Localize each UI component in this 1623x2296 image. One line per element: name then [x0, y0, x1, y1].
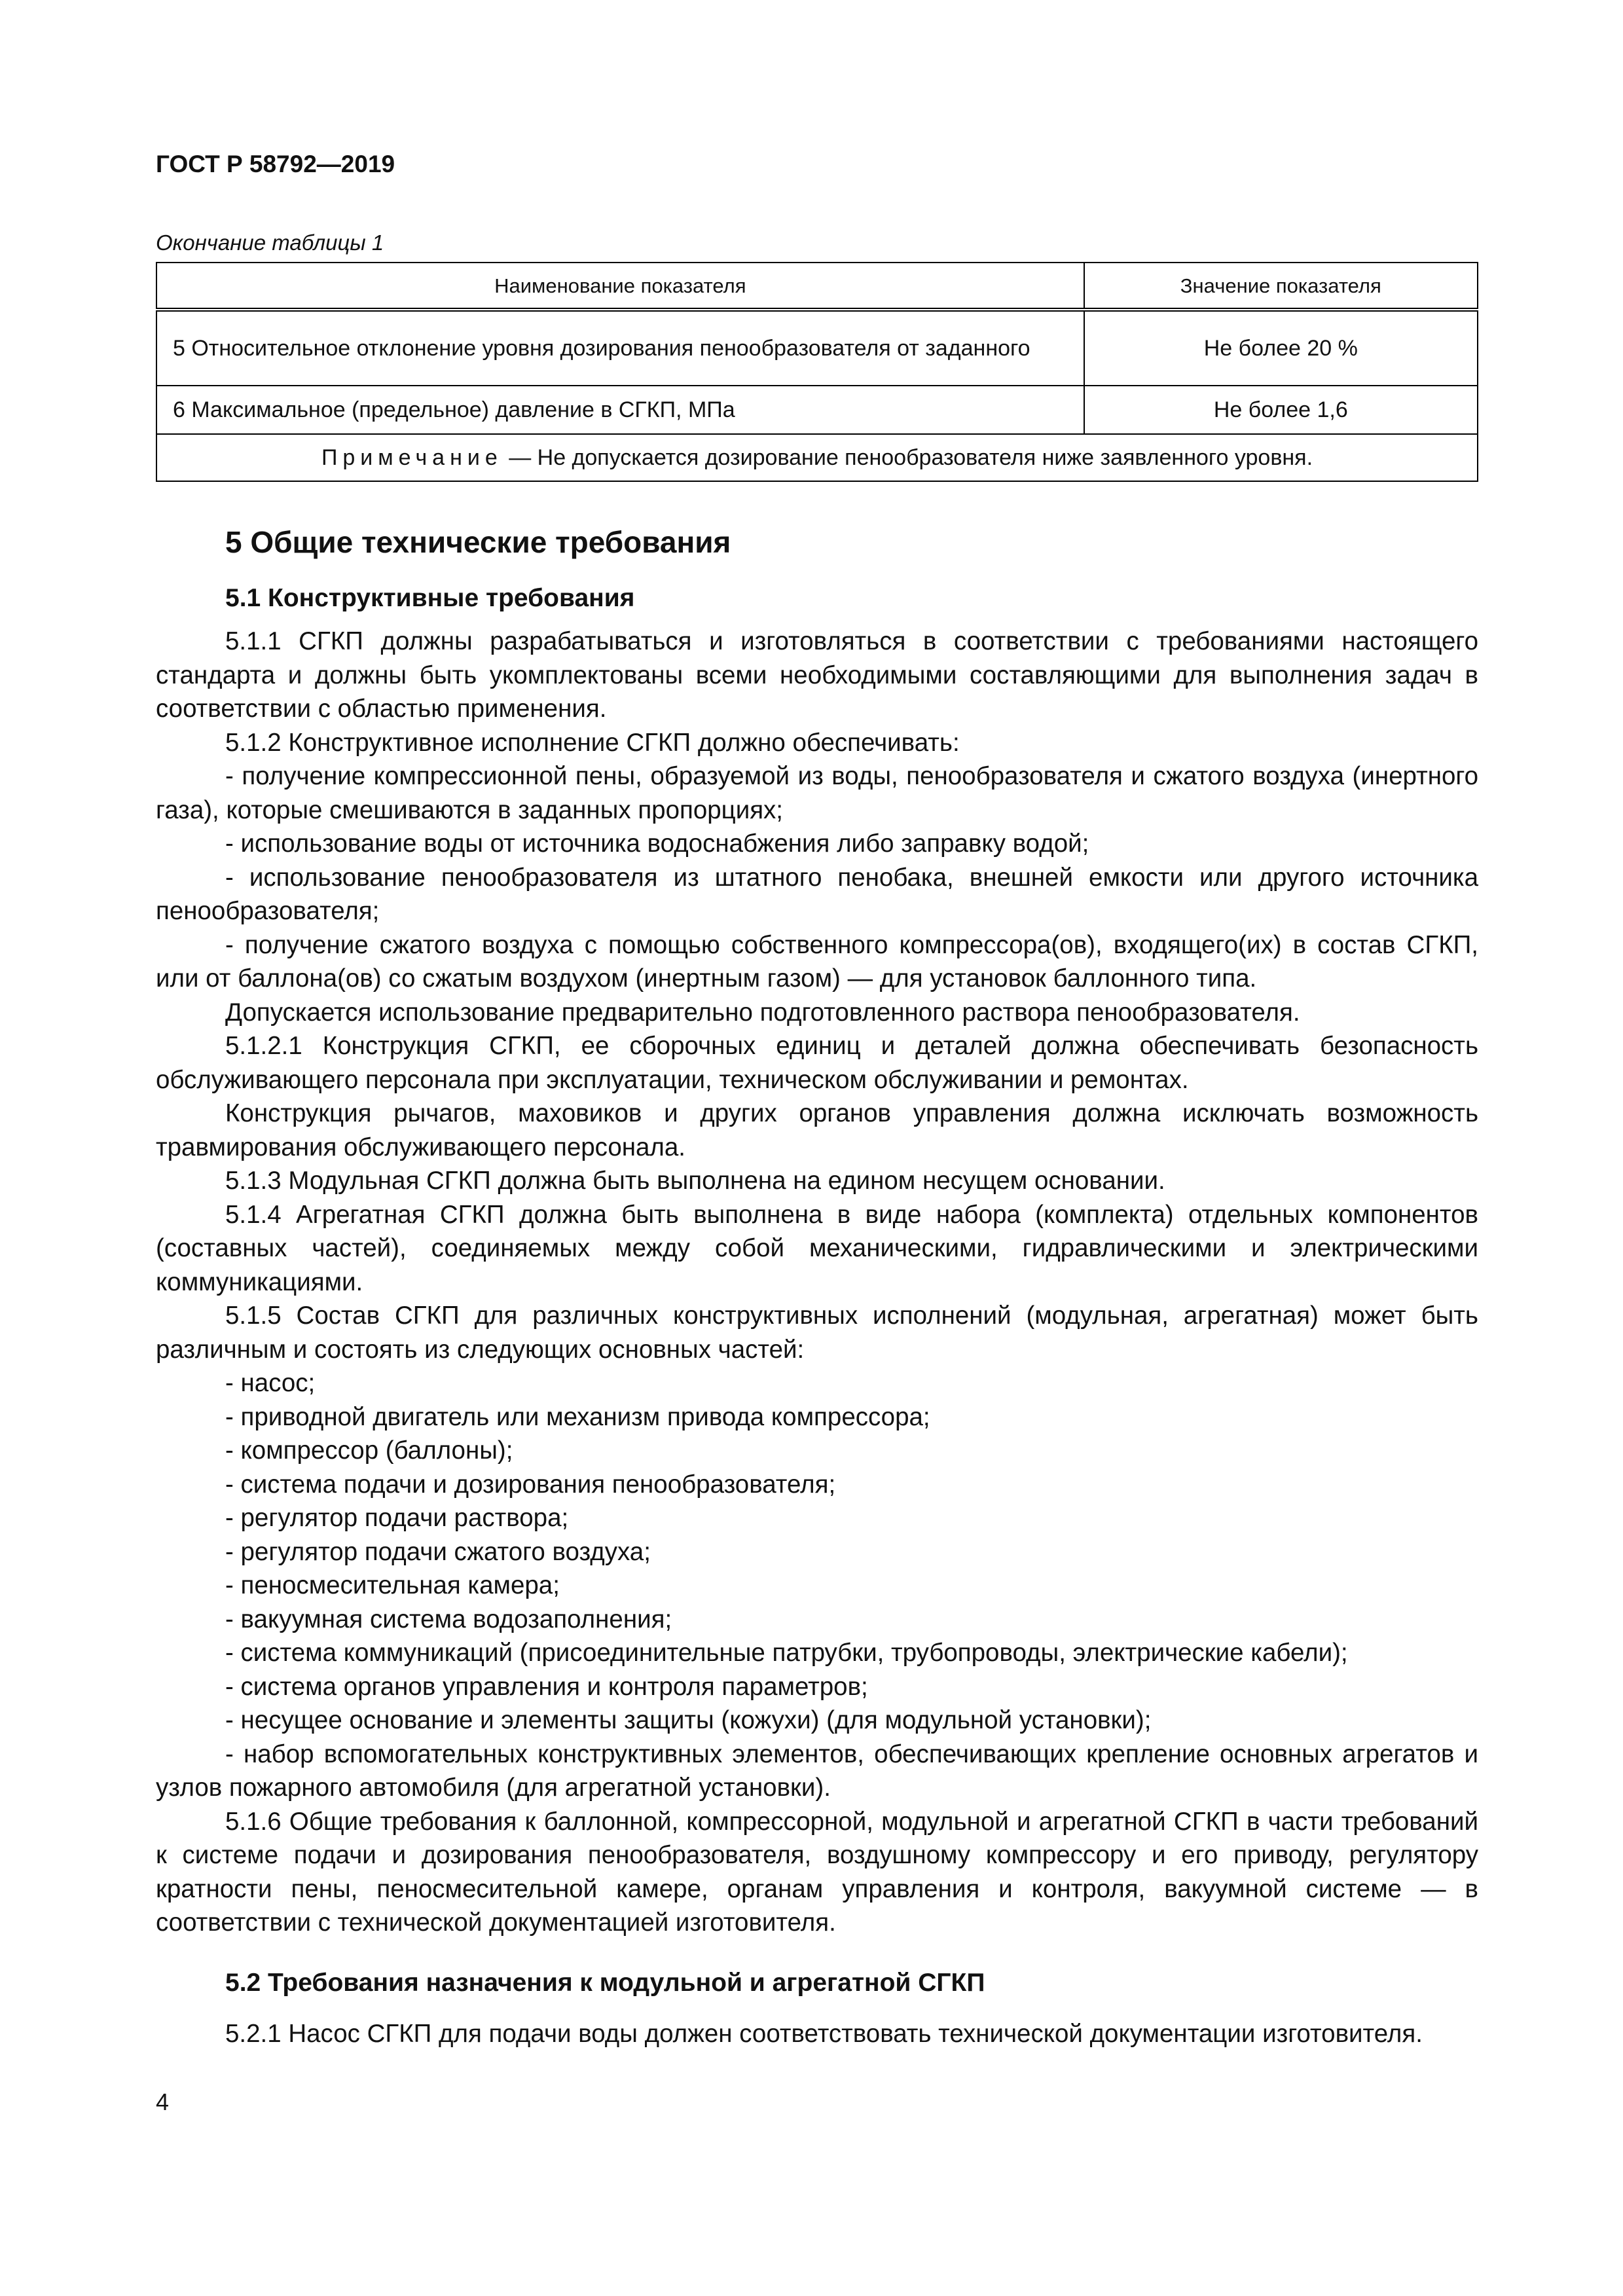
- list-item: - система подачи и дозирования пенообразователя;: [225, 1470, 836, 1499]
- note-label: Примечание: [321, 445, 503, 470]
- table-note-row: [156, 434, 1478, 481]
- list-item: - получение сжатого воздуха с помощью собственного компрессора(ов), входящего(их) в состав СГКП, или от баллона(ов) со сжатым воздухом (инертным газом) — для установок баллонного типа.: [156, 930, 1478, 993]
- list-item: - система органов управления и контроля параметров;: [225, 1672, 868, 1701]
- list-item: - вакуумная система водозаполнения;: [225, 1605, 672, 1633]
- table-caption: Окончание таблицы 1: [156, 230, 384, 255]
- row-value-cell: Не более 1,6: [1084, 386, 1478, 434]
- page-number: 4: [156, 2088, 170, 2115]
- paragraph-5-1-6: 5.1.6 Общие требования к баллонной, компрессорной, модульной и агрегатной СГКП в части требований к системе подачи и дозирования пенообразователя, воздушному компрессору и его приводу, регулятору кратности пены, пеносмесительной камере, органам управления и контроля, вакуумной системе — в соответствии с технической документацией изготовителя.: [156, 1807, 1478, 1937]
- paragraph-5-2-1: 5.2.1 Насос СГКП для подачи воды должен соответствовать технической документации изготовителя.: [225, 2019, 1423, 2048]
- document-page: [156, 131, 1478, 2050]
- list-item: - набор вспомогательных конструктивных элементов, обеспечивающих крепление основных агрегатов и узлов пожарного автомобиля (для агрегатной установки).: [156, 1740, 1478, 1802]
- subsection-title: 5.1 Конструктивные требования: [225, 584, 635, 612]
- list-item: - приводной двигатель или механизм привода компрессора;: [225, 1402, 930, 1431]
- paragraph-levers: Конструкция рычагов, маховиков и других органов управления должна исключать возможность травмирования обслуживающего персонала.: [156, 1099, 1478, 1161]
- paragraph-5-1-2-1: 5.1.2.1 Конструкция СГКП, ее сборочных единиц и деталей должна обеспечивать безопасность обслуживающего персонала при эксплуатации, техническом обслуживании и ремонтах.: [156, 1032, 1478, 1094]
- list-item: - несущее основание и элементы защиты (кожухи) (для модульной установки);: [225, 1706, 1152, 1734]
- section-title: 5 Общие технические требования: [225, 525, 731, 559]
- row-value-cell: Не более 20 %: [1084, 310, 1478, 386]
- document-header: ГОСТ Р 58792—2019: [156, 151, 395, 177]
- indicators-table: [156, 262, 1478, 482]
- paragraph-5-1-1: 5.1.1 СГКП должны разрабатываться и изготовляться в соответствии с требованиями настоящего стандарта и должны быть укомплектованы всеми необходимыми составляющими для выполнения задач в соответствии с областью применения.: [156, 627, 1478, 723]
- list-item: - использование пенообразователя из штатного пенобака, внешней емкости или другого источника пенообразователя;: [156, 863, 1478, 925]
- note-text: — Не допускается дозирование пенообразователя ниже заявленного уровня.: [502, 445, 1313, 470]
- table-note: [156, 434, 1478, 481]
- row-name-cell: 6 Максимальное (предельное) давление в СГКП, МПа: [156, 386, 1084, 434]
- paragraph-5-1-2: 5.1.2 Конструктивное исполнение СГКП должно обеспечивать:: [225, 728, 960, 757]
- list-item: - получение компрессионной пены, образуемой из воды, пенообразователя и сжатого воздуха (инертного газа), которые смешиваются в заданных пропорциях;: [156, 762, 1478, 824]
- paragraph-5-1-4: 5.1.4 Агрегатная СГКП должна быть выполнена в виде набора (комплекта) отдельных компонентов (составных частей), соединяемых между собой механическими, гидравлическими и электрическими коммуникациями.: [156, 1200, 1478, 1296]
- list-item: - пеносмесительная камера;: [225, 1571, 560, 1599]
- column-header-value: Значение показателя: [1084, 263, 1478, 310]
- table-header-row: [156, 263, 1478, 310]
- paragraph-5-1-5: 5.1.5 Состав СГКП для различных конструктивных исполнений (модульная, агрегатная) может быть различным и состоять из следующих основных частей:: [156, 1302, 1478, 1364]
- list-item: - компрессор (баллоны);: [225, 1436, 513, 1465]
- table-row: [156, 386, 1478, 434]
- paragraph-5-1-3: 5.1.3 Модульная СГКП должна быть выполнена на едином несущем основании.: [225, 1167, 1165, 1195]
- paragraph-allowed: Допускается использование предварительно подготовленного раствора пенообразователя.: [225, 998, 1300, 1027]
- column-header-name: Наименование показателя: [156, 263, 1084, 310]
- table-row: [156, 310, 1478, 386]
- list-item: - использование воды от источника водоснабжения либо заправку водой;: [225, 829, 1089, 858]
- list-item: - регулятор подачи раствора;: [225, 1504, 569, 1532]
- row-name-cell: 5 Относительное отклонение уровня дозирования пенообразователя от заданного: [156, 310, 1084, 386]
- subsection-title: 5.2 Требования назначения к модульной и агрегатной СГКП: [225, 1968, 985, 1997]
- list-item: - насос;: [225, 1369, 316, 1397]
- list-item: - система коммуникаций (присоединительные патрубки, трубопроводы, электрические кабели);: [225, 1639, 1348, 1667]
- list-item: - регулятор подачи сжатого воздуха;: [225, 1537, 651, 1566]
